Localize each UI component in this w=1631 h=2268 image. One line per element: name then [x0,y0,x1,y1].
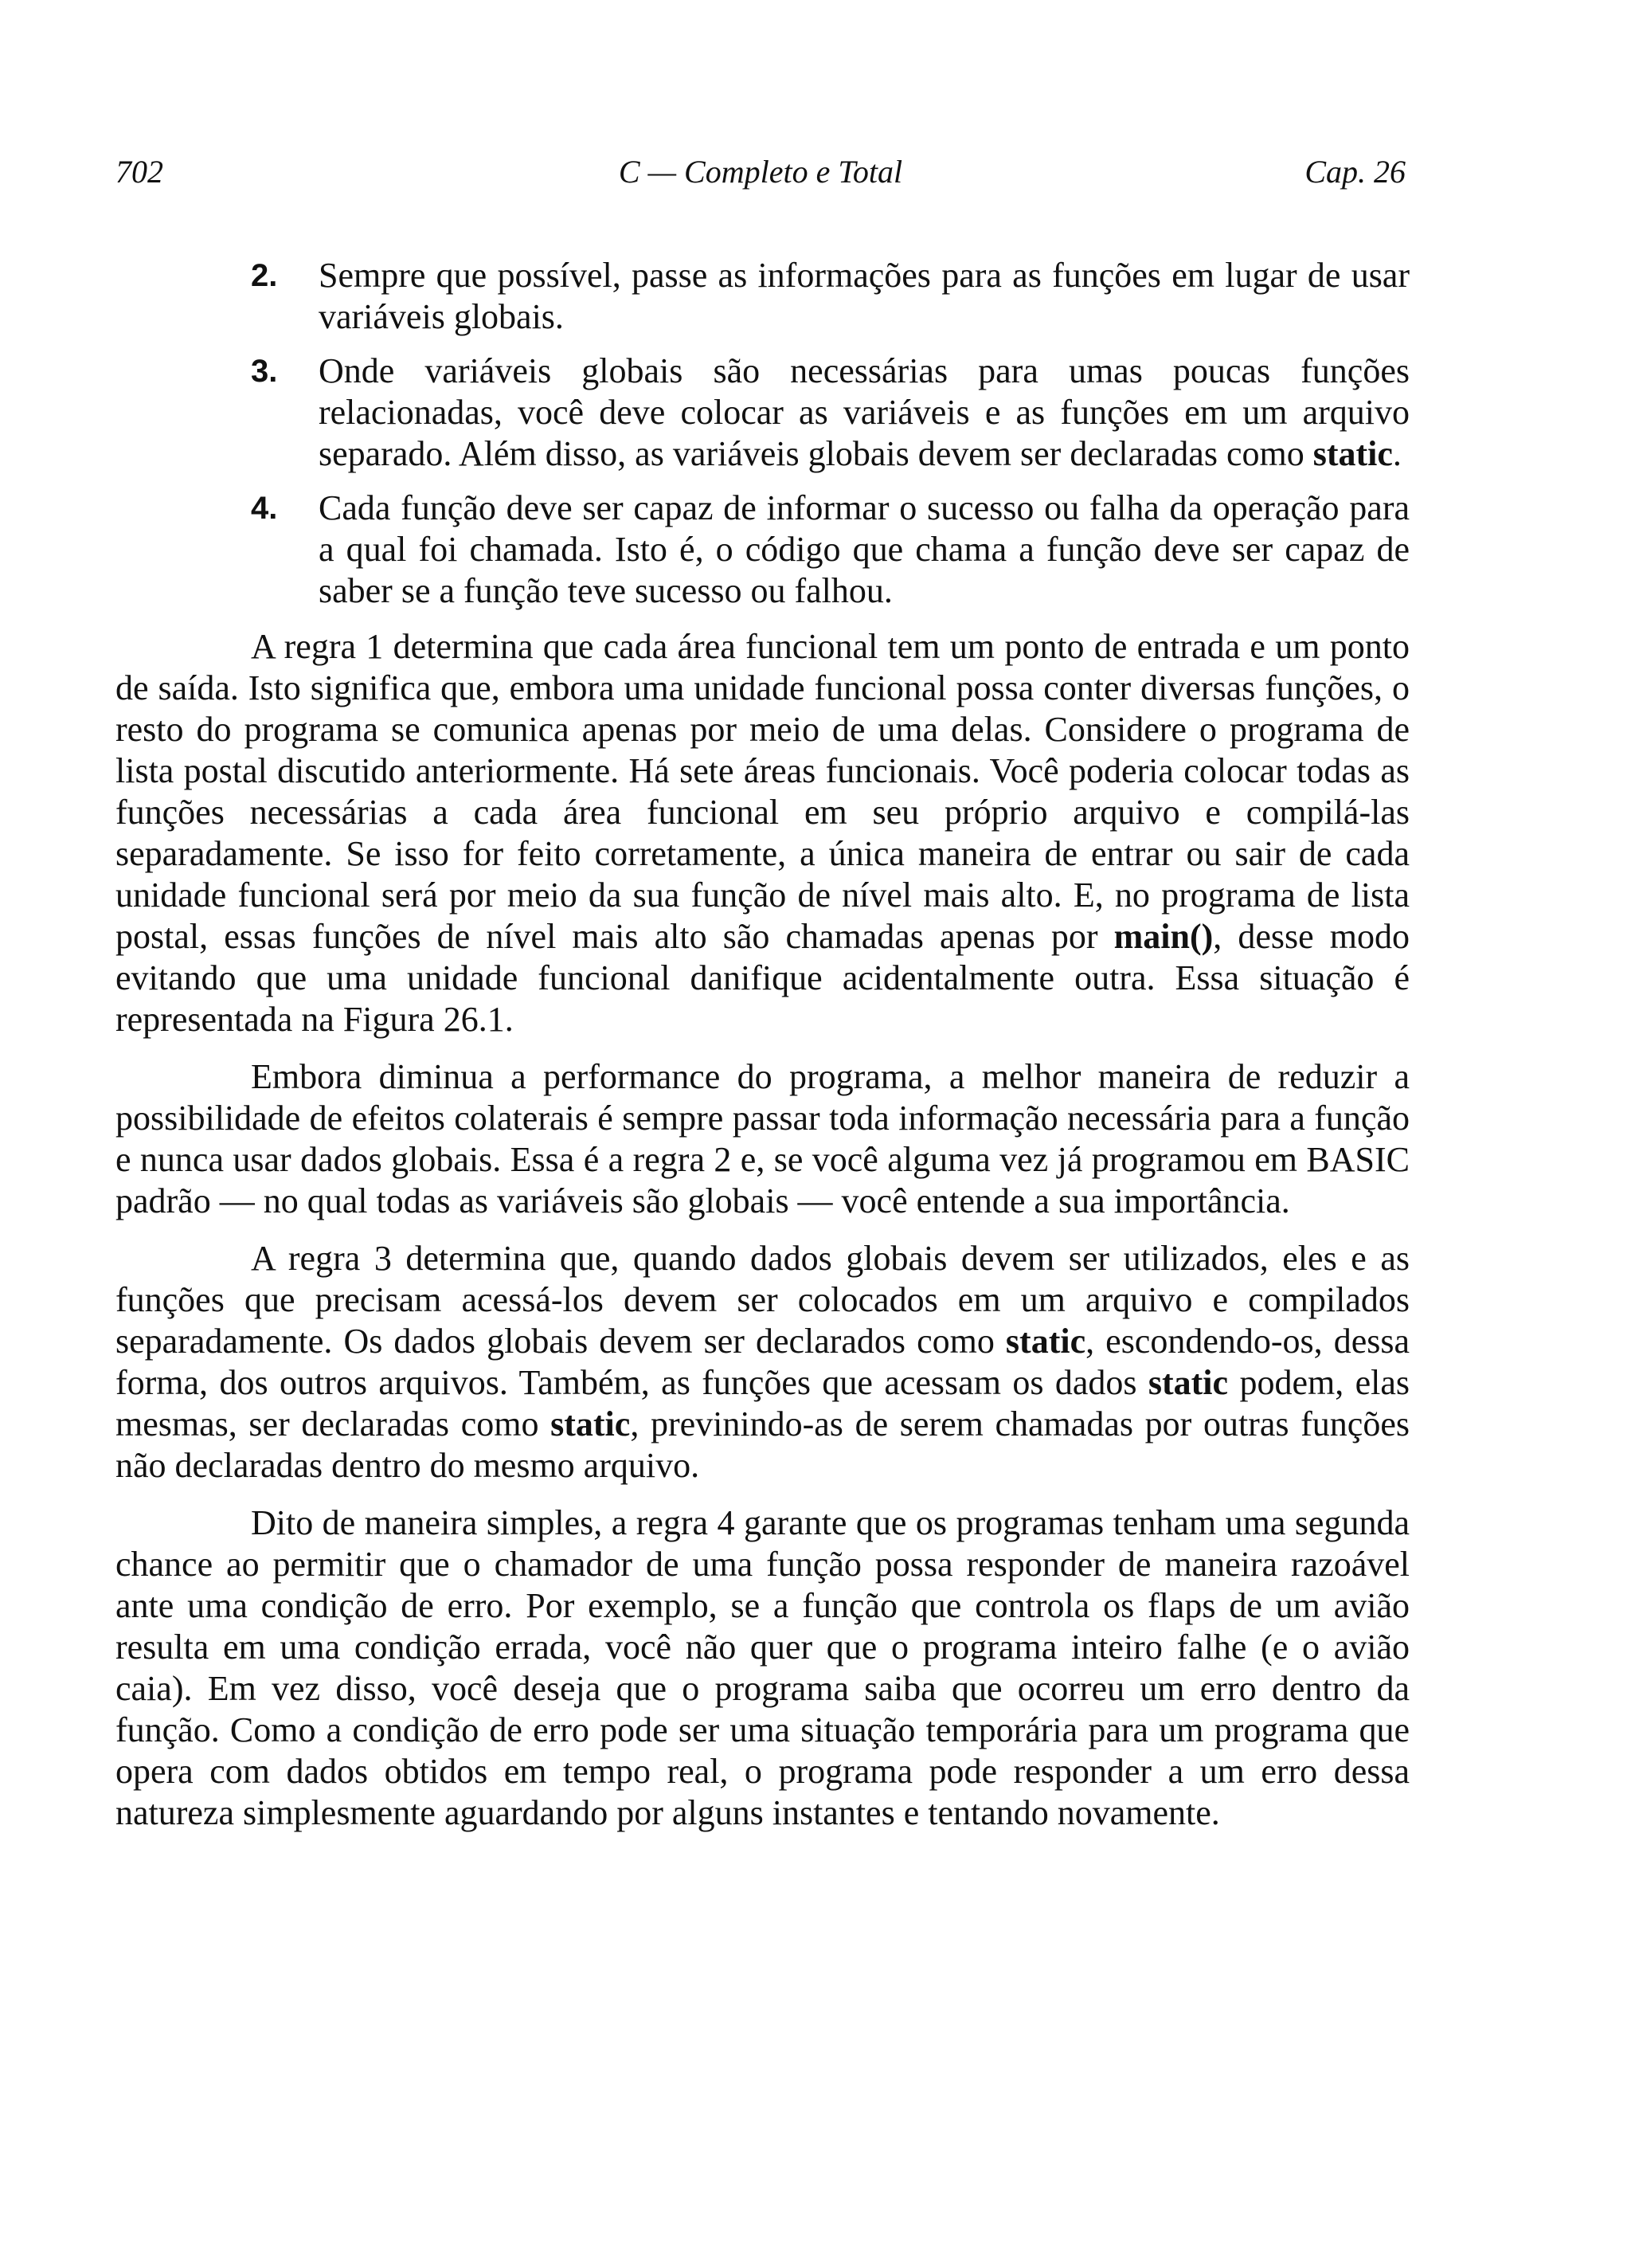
book-title: C — Completo e Total [618,154,903,190]
paragraph-text: A regra 3 determina que, quando dados globais devem ser utilizados, eles e as funções que precisam acessá-los devem ser colocados em um arquivo e compilados separadamente. Os dados globais devem ser declarados como [115,1239,1410,1361]
paragraph-rule-2 [115,1056,1410,1222]
paragraph-text: podem, elas mesmas, ser declaradas como [115,1363,1410,1443]
paragraph-text: , desse modo evitando que uma unidade funcional danifique acidentalmente outra. Essa situação é representada na Figura 26.1. [115,917,1410,1039]
paragraph-rule-4 [115,1502,1410,1834]
list-item [115,351,1410,475]
keyword-static: static [1005,1322,1086,1361]
list-text: Sempre que possível, passe as informações para as funções em lugar de usar variáveis globais. [319,256,1410,336]
rules-list [115,255,1410,612]
running-header [115,153,1406,201]
chapter-label: Cap. 26 [1304,154,1406,190]
paragraph-text: Embora diminua a performance do programa, a melhor maneira de reduzir a possibilidade de efeitos colaterais é sempre passar toda informação necessária para a função e nunca usar dados globais. Essa é a regra 2 e, se você alguma vez já programou em BASIC padrão — no qual todas as variáveis são globais — você entende a sua importância. [115,1057,1410,1220]
list-item [115,488,1410,612]
paragraph-text: A regra 1 determina que cada área funcional tem um ponto de entrada e um ponto de saída. Isto significa que, embora uma unidade funcional possa conter diversas funções, o resto do programa se comunica apenas por meio de uma delas. Considere o programa de lista postal discutido anteriormente. Há sete áreas funcionais. Você poderia colocar todas as funções necessárias a cada área funcional em seu próprio arquivo e compilá-las separadamente. Se isso for feito corretamente, a única maneira de entrar ou sair de cada unidade funcional será por meio da sua função de nível mais alto. E, no programa de lista postal, essas funções de nível mais alto são chamadas apenas por [115,627,1410,956]
list-item [115,255,1410,338]
list-text: Onde variáveis globais são necessárias para umas poucas funções relacionadas, você deve colocar as variáveis e as funções em um arquivo separado. Além disso, as variáveis globais devem ser declaradas como [319,351,1410,473]
keyword-static: static [1312,434,1393,473]
paragraph-rule-1 [115,626,1410,1040]
list-text: . [1392,434,1402,473]
paragraph-text: , escondendo-os, dessa forma, dos outros arquivos. Também, as funções que acessam os dados [115,1322,1410,1402]
keyword-static: static [550,1404,631,1443]
page-body [115,255,1410,1850]
page-number: 702 [115,154,163,190]
list-text: Cada função deve ser capaz de informar o sucesso ou falha da operação para a qual foi chamada. Isto é, o código que chama a função deve ser capaz de saber se a função teve sucesso ou falhou. [319,488,1410,610]
keyword-main: main() [1113,917,1214,956]
paragraph-text: , previnindo-as de serem chamadas por outras funções não declaradas dentro do mesmo arquivo. [115,1404,1410,1485]
paragraph-text: Dito de maneira simples, a regra 4 garante que os programas tenham uma segunda chance ao permitir que o chamador de uma função possa responder de maneira razoável ante uma condição de erro. Por exemplo, se a função que controla os flaps de um avião resulta em uma condição errada, você não quer que o programa inteiro falhe (e o avião caia). Em vez disso, você deseja que o programa saiba que ocorreu um erro dentro da função. Como a condição de erro pode ser uma situação temporária para um programa que opera com dados obtidos em tempo real, o programa pode responder a um erro dessa natureza simplesmente aguardando por alguns instantes e tentando novamente. [115,1503,1410,1832]
keyword-static: static [1148,1363,1229,1402]
list-number: 3. [251,354,278,389]
paragraph-rule-3 [115,1238,1410,1487]
list-number: 2. [251,258,278,293]
list-number: 4. [251,491,278,526]
